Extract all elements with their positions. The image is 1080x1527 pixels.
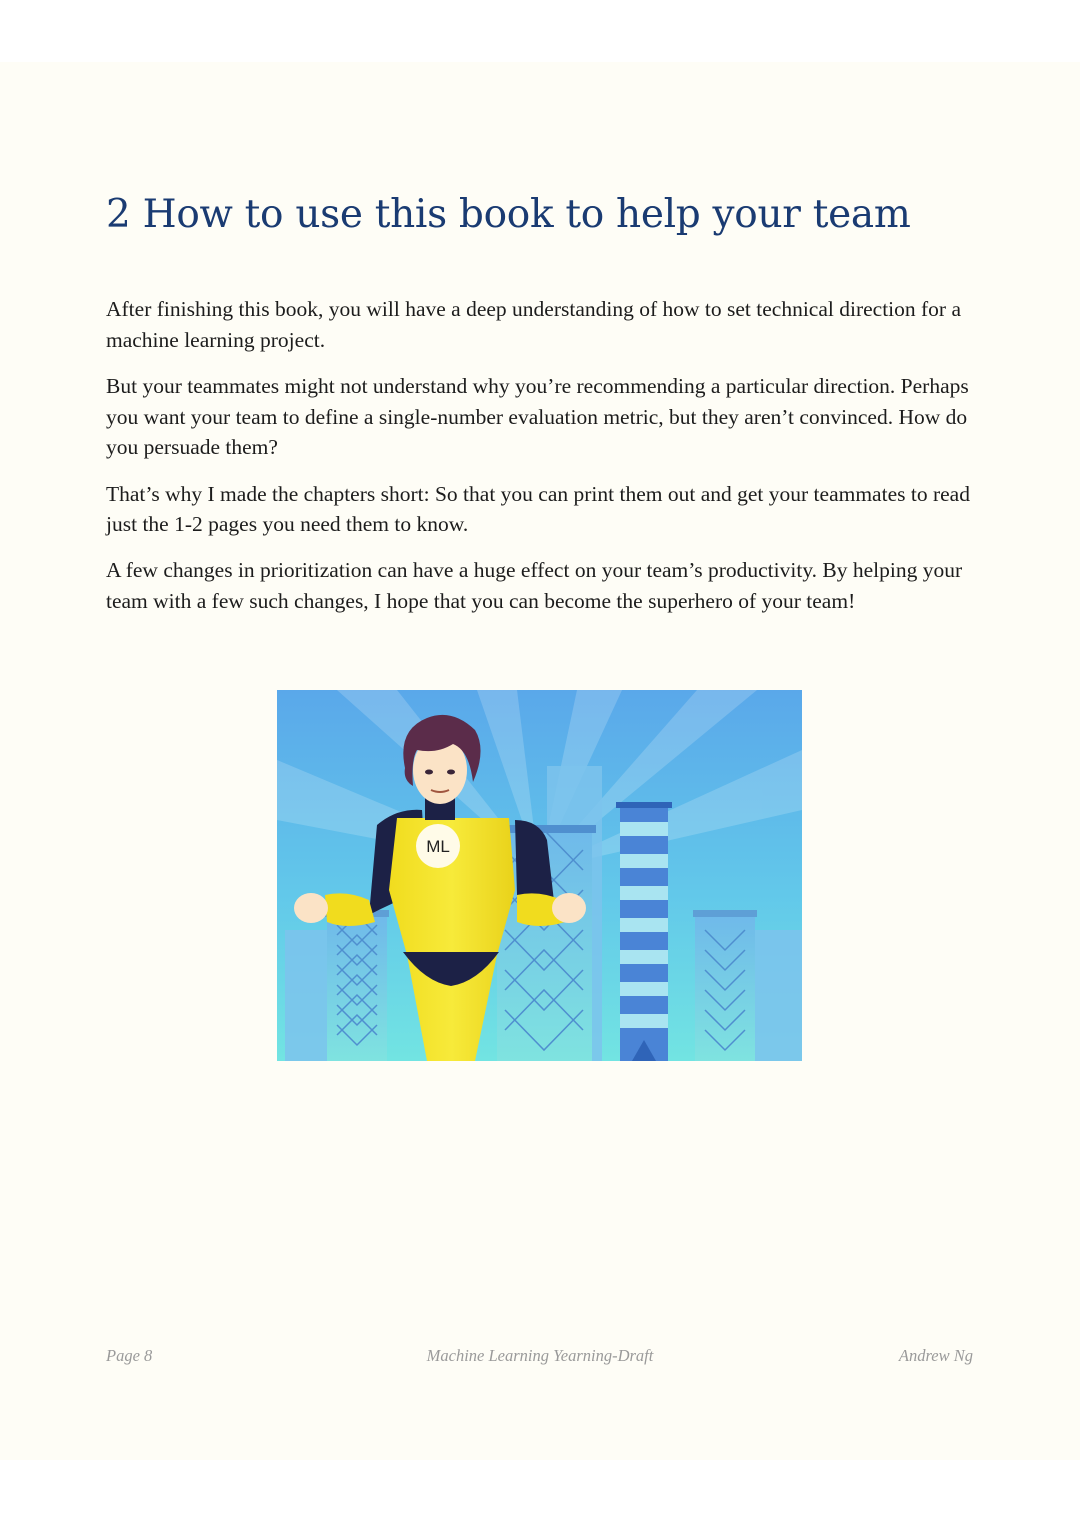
superhero-illustration <box>277 690 802 1061</box>
paragraph-4: A few changes in prioritization can have a huge effect on your team’s productivity. By helping your team with a few such changes, I hope that you can become the superhero of your team! <box>106 558 963 614</box>
footer-page-number: Page 8 <box>106 1346 153 1365</box>
building-striped <box>616 802 672 1061</box>
paragraph-1: After finishing this book, you will have a deep understanding of how to set technical direction for a machine learning project. <box>106 297 962 352</box>
body-text <box>106 294 986 632</box>
footer-author: Andrew Ng <box>898 1346 973 1365</box>
paragraph-2: But your teammates might not understand why you’re recommending a particular direction. Perhaps you want your team to define a single-number evaluation metric, but they aren’t convinced. How do you persuade them? <box>106 373 969 460</box>
right-fist <box>552 893 586 923</box>
paragraph-3: That’s why I made the chapters short: So that you can print them out and get your teammates to read just the 1-2 pages you need them to know. <box>106 481 970 537</box>
building-left <box>325 910 389 1061</box>
footer-book-title: Machine Learning Yearning-Draft <box>426 1346 654 1365</box>
ml-badge-text: ML <box>426 837 450 856</box>
document-page <box>0 62 1080 1460</box>
left-fist <box>294 893 328 923</box>
chapter-title: 2 How to use this book to help your team <box>106 192 911 237</box>
building-right <box>693 910 757 1061</box>
